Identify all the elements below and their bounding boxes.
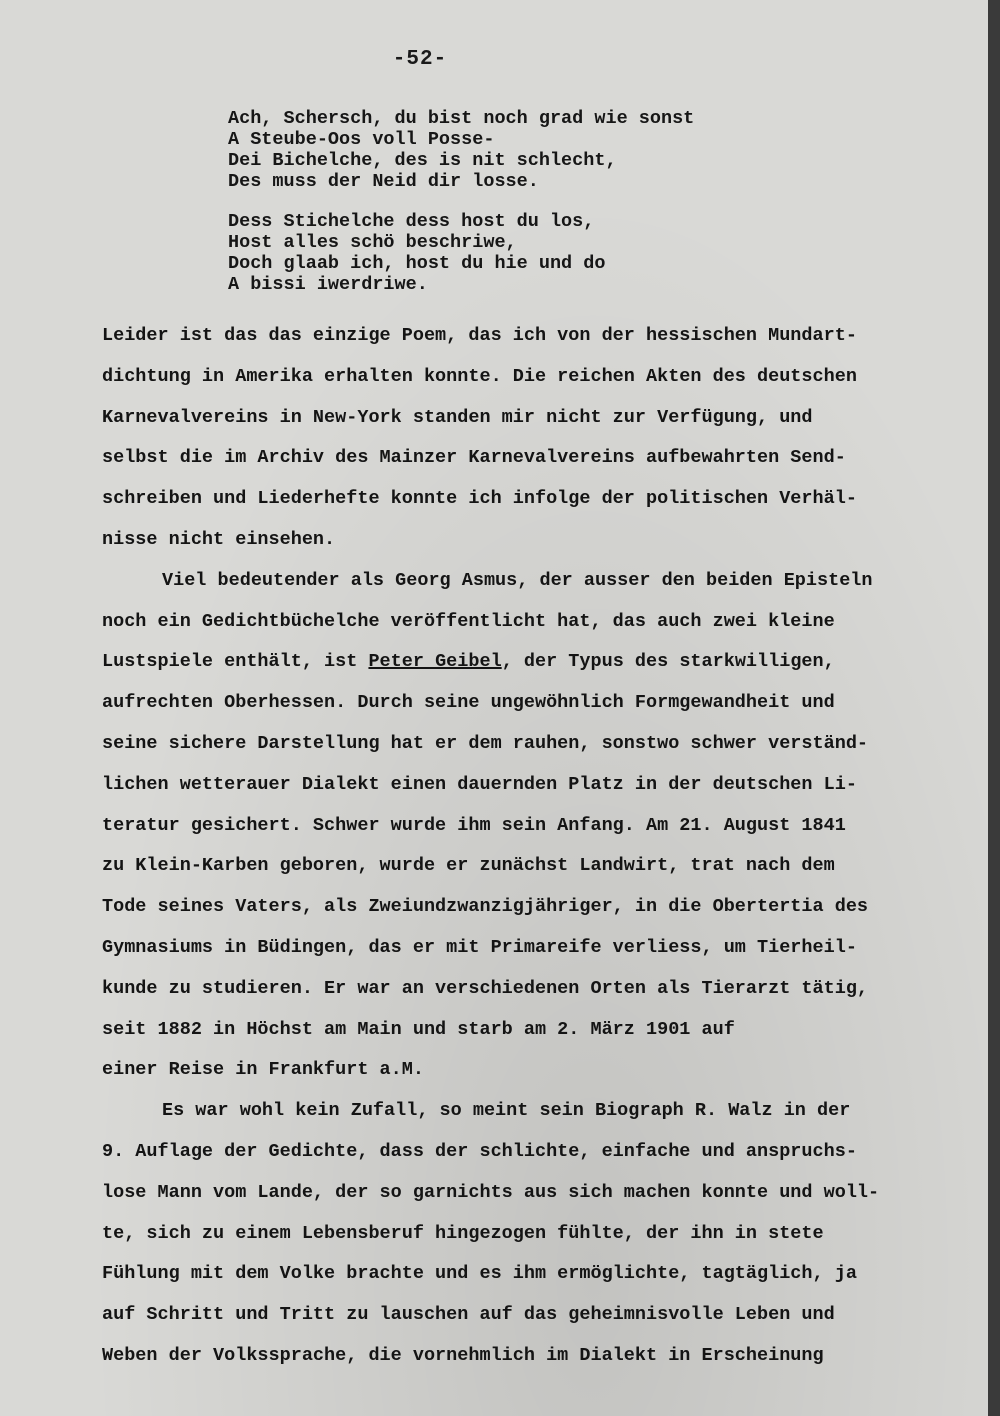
- poem-line: Dei Bichelche, des is nit schlecht,: [228, 150, 617, 171]
- page-number: -52-: [392, 48, 448, 71]
- text-line: kunde zu studieren. Er war an verschiedenen Orten als Tierarzt tätig,: [102, 977, 869, 999]
- poem-line: Dess Stichelche dess host du los,: [228, 211, 595, 232]
- poem-line: Ach, Schersch, du bist noch grad wie sonst: [228, 108, 695, 129]
- paragraph-3: [102, 1091, 952, 1377]
- dialect-poem: [228, 108, 694, 314]
- underlined-name: Peter Geibel: [368, 651, 502, 673]
- paragraph-1: [102, 316, 952, 561]
- text-line: selbst die im Archiv des Mainzer Karnevalvereins aufbewahrten Send-: [102, 447, 846, 469]
- text-line: nisse nicht einsehen.: [102, 528, 336, 550]
- poem-line: A Steube-Oos voll Posse-: [228, 129, 495, 150]
- body-text: [102, 316, 952, 1377]
- poem-stanza-2: [228, 211, 694, 295]
- text-line: Es war wohl kein Zufall, so meint sein Biograph R. Walz in der: [162, 1100, 851, 1122]
- text-line: 9. Auflage der Gedichte, dass der schlichte, einfache und anspruchs-: [102, 1140, 857, 1162]
- text-line: aufrechten Oberhessen. Durch seine ungewöhnlich Formgewandheit und: [102, 692, 835, 714]
- text-line: teratur gesichert. Schwer wurde ihm sein Anfang. Am 21. August 1841: [102, 814, 846, 836]
- poem-stanza-1: [228, 108, 694, 192]
- text-line: seit 1882 in Höchst am Main und starb am 2. März 1901 auf: [102, 1018, 735, 1040]
- poem-line: A bissi iwerdriwe.: [228, 274, 428, 295]
- text-line: Tode seines Vaters, als Zweiundzwanzigjähriger, in die Obertertia des: [102, 896, 869, 918]
- text-fragment: Lustspiele enthält, ist: [102, 651, 369, 673]
- text-line: Fühlung mit dem Volke brachte und es ihm ermöglichte, tagtäglich, ja: [102, 1263, 857, 1285]
- text-line: Karnevalvereins in New-York standen mir nicht zur Verfügung, und: [102, 406, 813, 428]
- text-line: Leider ist das das einzige Poem, das ich von der hessischen Mundart-: [102, 325, 857, 346]
- text-line: te, sich zu einem Lebensberuf hingezogen fühlte, der ihn in stete: [102, 1222, 824, 1244]
- text-line: zu Klein-Karben geboren, wurde er zunächst Landwirt, trat nach dem: [102, 855, 835, 877]
- poem-line: Doch glaab ich, host du hie und do: [228, 253, 606, 274]
- poem-line: Des muss der Neid dir losse.: [228, 171, 539, 192]
- text-line: lichen wetterauer Dialekt einen dauernden Platz in der deutschen Li-: [102, 773, 857, 795]
- text-line: Gymnasiums in Büdingen, das er mit Primareife verliess, um Tierheil-: [102, 936, 857, 958]
- scan-edge: [988, 0, 1000, 1416]
- text-line: Viel bedeutender als Georg Asmus, der ausser den beiden Episteln: [162, 569, 873, 591]
- text-line: schreiben und Liederhefte konnte ich infolge der politischen Verhäl-: [102, 488, 857, 510]
- paragraph-2: [102, 561, 952, 1091]
- text-line: lose Mann vom Lande, der so garnichts aus sich machen konnte und woll-: [102, 1181, 880, 1203]
- text-line: dichtung in Amerika erhalten konnte. Die reichen Akten des deutschen: [102, 365, 857, 387]
- text-line: noch ein Gedichtbüchelche veröffentlicht hat, das auch zwei kleine: [102, 610, 835, 632]
- text-line: seine sichere Darstellung hat er dem rauhen, sonstwo schwer verständ-: [102, 732, 869, 754]
- text-line: [102, 642, 952, 683]
- text-line: einer Reise in Frankfurt a.M.: [102, 1059, 424, 1081]
- text-line: auf Schritt und Tritt zu lauschen auf das geheimnisvolle Leben und: [102, 1304, 835, 1326]
- poem-line: Host alles schö beschriwe,: [228, 232, 517, 253]
- text-fragment: , der Typus des starkwilligen,: [501, 651, 835, 673]
- text-line: Weben der Volkssprache, die vornehmlich im Dialekt in Erscheinung: [102, 1344, 824, 1366]
